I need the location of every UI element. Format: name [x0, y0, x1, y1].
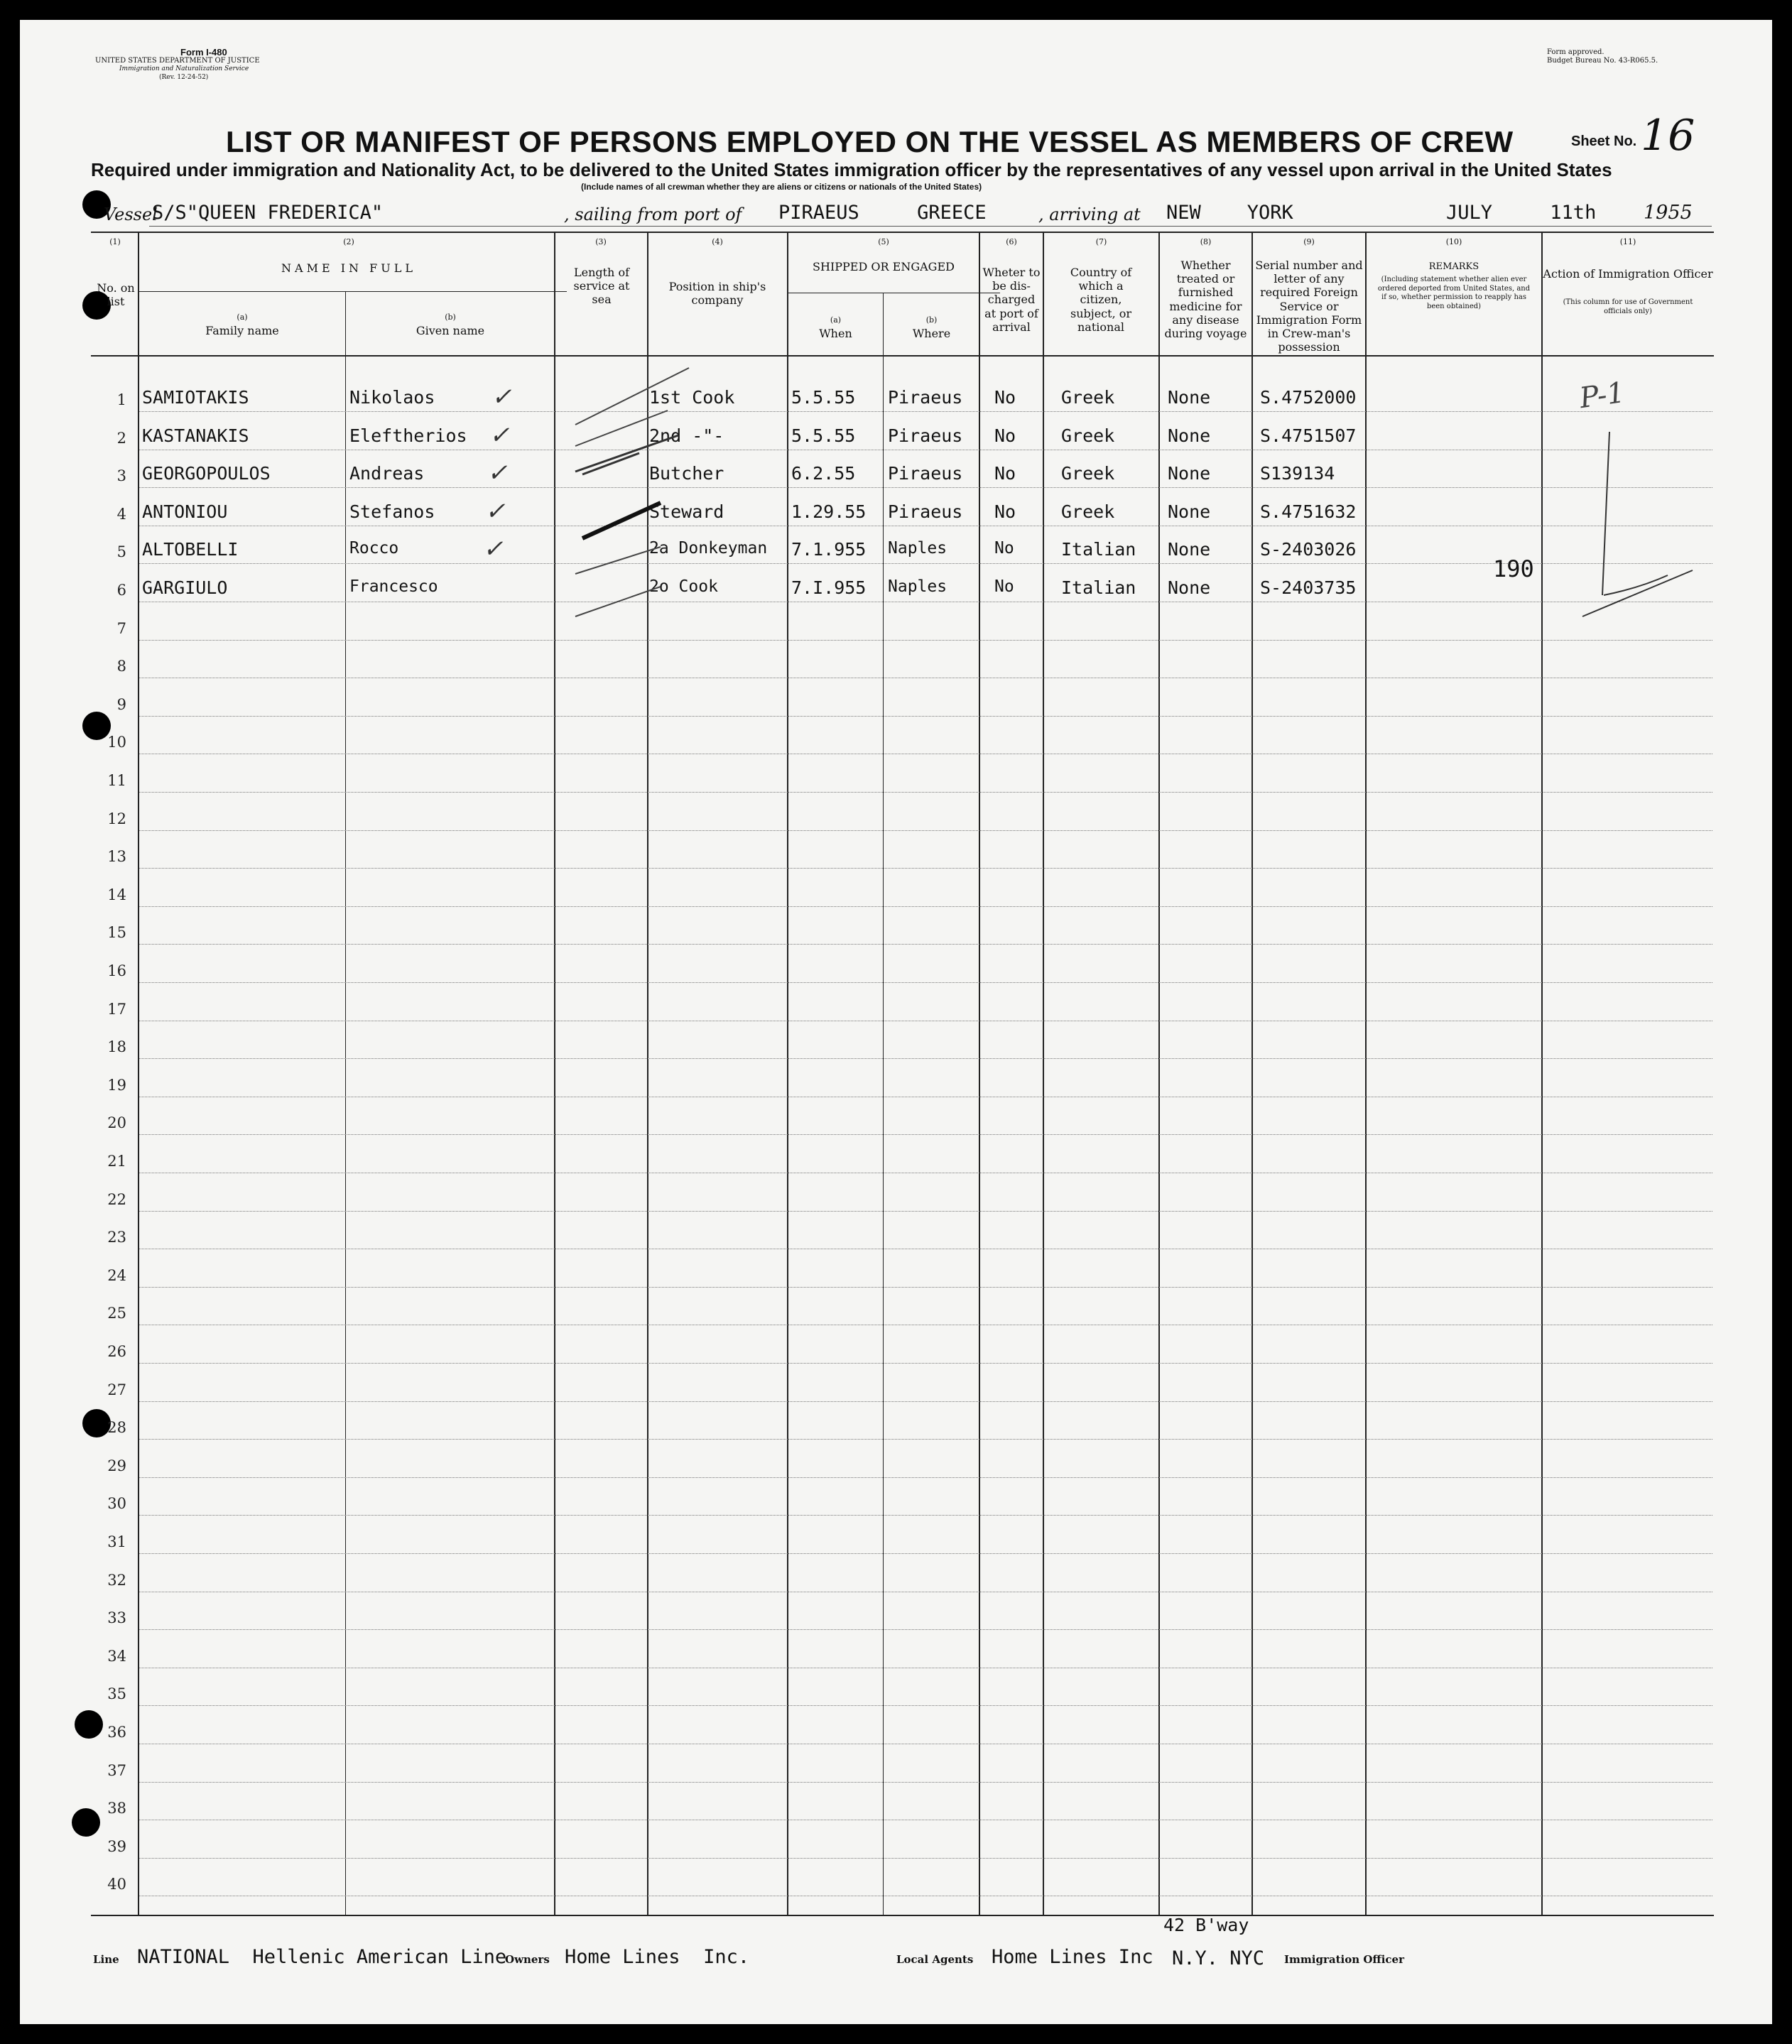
crew-family-name: ALTOBELLI	[142, 539, 239, 560]
crew-family-name: ANTONIOU	[142, 501, 228, 522]
arriving-label: , arriving at	[1038, 205, 1141, 224]
row-line	[139, 944, 1712, 945]
crew-position: 2o Cook	[649, 577, 718, 596]
row-number: 19	[107, 1076, 126, 1094]
row-line	[139, 1211, 1712, 1212]
row-number: 3	[116, 467, 126, 485]
budget-bureau: Budget Bureau No. 43-R065.5.	[1547, 57, 1658, 65]
col-1-number: (1)	[109, 237, 121, 246]
manifest-page	[20, 20, 1772, 2024]
include-note: (Include names of all crewman whether they are aliens or citizens or nationals of the United States)	[581, 182, 982, 192]
crew-shipped-when: 5.5.55	[791, 387, 856, 408]
row-number: 25	[107, 1305, 126, 1322]
line-name: NATIONAL Hellenic American Line	[137, 1946, 507, 1968]
row-number: 34	[107, 1647, 126, 1665]
row-line	[139, 1363, 1712, 1364]
col-2a-number: (a)	[237, 312, 248, 322]
col-5b-header: Where	[912, 327, 951, 340]
row-number: 37	[107, 1761, 126, 1779]
arrival-year: 1955	[1644, 202, 1693, 224]
row-number: 17	[107, 1000, 126, 1018]
col-5-number: (5)	[878, 237, 889, 246]
row-line	[139, 1705, 1712, 1706]
agents-name: Home Lines Inc	[992, 1946, 1153, 1968]
page-title: LIST OR MANIFEST OF PERSONS EMPLOYED ON THE VESSEL AS MEMBERS OF CREW	[226, 125, 1514, 158]
crew-position: 2a Donkeyman	[649, 539, 768, 558]
row-number: 7	[116, 619, 126, 637]
row-number: 27	[107, 1381, 126, 1398]
crew-shipped-where: Piraeus	[888, 425, 963, 446]
row-number: 36	[107, 1724, 126, 1741]
row-number: 8	[116, 658, 126, 675]
col-2-header: NAME IN FULL	[281, 261, 416, 275]
row-line	[139, 1629, 1712, 1630]
crew-shipped-where: Naples	[888, 577, 947, 596]
row-number: 9	[116, 695, 126, 713]
col-11-number: (11)	[1619, 237, 1636, 246]
crew-serial-number: S-2403026	[1260, 539, 1357, 560]
col-divider	[979, 233, 980, 1915]
crew-family-name: SAMIOTAKIS	[142, 387, 249, 408]
row-number: 40	[107, 1876, 126, 1893]
col-divider	[787, 233, 788, 1915]
crew-family-name: GARGIULO	[142, 577, 228, 598]
col-3-header: Length of service at sea	[573, 266, 630, 307]
crew-country: Greek	[1061, 387, 1115, 408]
agents-label: Local Agents	[896, 1953, 974, 1966]
crew-given-name: Nikolaos	[349, 387, 435, 408]
row-line	[139, 563, 1712, 564]
col-6-number: (6)	[1006, 237, 1017, 246]
col-divider	[1365, 233, 1367, 1915]
check-mark-icon: ✓	[487, 459, 508, 488]
crew-shipped-when: 7.1.955	[791, 539, 867, 560]
row-number: 30	[107, 1495, 126, 1513]
col-6-header: Wheter to be dis-charged at port of arrival	[982, 266, 1041, 334]
col-divider	[138, 233, 139, 1915]
col-10-number: (10)	[1445, 237, 1462, 246]
row-number: 24	[107, 1266, 126, 1284]
crew-country: Greek	[1061, 425, 1115, 446]
row-line	[139, 982, 1712, 983]
crew-country: Greek	[1061, 463, 1115, 484]
crew-shipped-where: Piraeus	[888, 387, 963, 408]
col-divider	[1541, 233, 1543, 1915]
row-line	[139, 411, 1712, 412]
officer-mark: P-1	[1577, 376, 1627, 415]
col-9-header: Serial number and letter of any required Foreign Service or Immigration Form in Crew-man's possession	[1255, 259, 1363, 354]
row-number: 6	[116, 582, 126, 599]
row-number: 4	[116, 505, 126, 523]
crew-family-name: GEORGOPOULOS	[142, 463, 271, 484]
owners-name: Home Lines Inc.	[565, 1946, 750, 1968]
col-10-note: (Including statement whether alien ever ordered deported from United States, and if so, whether permission to reapply has been obtained)	[1377, 276, 1531, 310]
col-11-note: (This column for use of Government officials only)	[1563, 298, 1693, 315]
check-mark-icon: ✓	[492, 383, 512, 411]
col-3-number: (3)	[595, 237, 607, 246]
crew-shipped-when: 6.2.55	[791, 463, 856, 484]
agents-address-2: N.Y. NYC	[1172, 1947, 1265, 1969]
row-number: 22	[107, 1190, 126, 1208]
row-line	[139, 487, 1712, 488]
remarks-mark: 190	[1493, 555, 1534, 582]
agents-address-1: 42 B'way	[1163, 1915, 1249, 1935]
col-divider	[345, 292, 346, 1915]
row-line	[139, 1058, 1712, 1059]
crew-medicine: None	[1168, 539, 1211, 560]
col-2-number: (2)	[343, 237, 354, 246]
col-divider	[1251, 233, 1253, 1915]
crew-serial-number: S-2403735	[1260, 577, 1357, 598]
col-4-header: Position in ship's company	[668, 280, 766, 308]
crew-position: 1st Cook	[649, 387, 735, 408]
crew-discharged: No	[994, 577, 1014, 596]
row-line	[139, 1134, 1712, 1135]
crew-given-name: Francesco	[349, 577, 438, 596]
row-number: 38	[107, 1800, 126, 1817]
col-2b-number: (b)	[445, 312, 456, 322]
row-line	[139, 716, 1712, 717]
row-line	[139, 640, 1712, 641]
header-bottom-line	[91, 355, 1714, 357]
form-revision: (Rev. 12-24-52)	[159, 74, 209, 81]
col-4-number: (4)	[712, 237, 723, 246]
header-top-line	[91, 232, 1714, 233]
col-divider	[1043, 233, 1044, 1915]
punch-hole	[72, 1808, 100, 1837]
crew-medicine: None	[1168, 501, 1211, 522]
crew-country: Italian	[1061, 577, 1136, 598]
row-number: 13	[107, 848, 126, 866]
col-2a-header: Family name	[205, 324, 279, 337]
crew-shipped-where: Piraeus	[888, 501, 963, 522]
crew-serial-number: S139134	[1260, 463, 1335, 484]
row-line	[139, 1477, 1712, 1478]
subtitle: Required under immigration and Nationality Act, to be delivered to the United States immigration officer by the representatives of any vessel upon arrival in the United States	[91, 159, 1612, 180]
row-number: 26	[107, 1343, 126, 1360]
owners-label: Owners	[505, 1953, 550, 1966]
row-line	[139, 906, 1712, 907]
row-number: 39	[107, 1837, 126, 1855]
col-5a-number: (a)	[830, 315, 842, 325]
crew-shipped-where: Naples	[888, 539, 947, 558]
crew-discharged: No	[994, 463, 1016, 484]
row-number: 31	[107, 1533, 126, 1550]
crew-serial-number: S.4751507	[1260, 425, 1357, 446]
row-line	[139, 1553, 1712, 1554]
col-7-header: Country of which a citizen, subject, or national	[1070, 266, 1132, 334]
col-8-number: (8)	[1200, 237, 1212, 246]
crew-medicine: None	[1168, 577, 1211, 598]
row-line	[139, 1401, 1712, 1402]
row-number: 33	[107, 1609, 126, 1627]
col-5b-number: (b)	[925, 315, 938, 325]
department: UNITED STATES DEPARTMENT OF JUSTICE	[95, 57, 260, 65]
crew-given-name: Stefanos	[349, 501, 435, 522]
row-line	[139, 868, 1712, 869]
sailing-label: , sailing from port of	[564, 205, 742, 224]
row-line	[139, 792, 1712, 793]
row-number: 15	[107, 924, 126, 942]
crew-shipped-when: 7.I.955	[791, 577, 867, 598]
form-number: Form I-480	[180, 47, 227, 58]
sheet-label: Sheet No.	[1571, 134, 1637, 149]
vessel-underline	[149, 226, 1712, 227]
row-line	[139, 1782, 1712, 1783]
crew-discharged: No	[994, 501, 1016, 522]
crew-serial-number: S.4751632	[1260, 501, 1357, 522]
crew-medicine: None	[1168, 425, 1211, 446]
row-line	[139, 1515, 1712, 1516]
row-number: 20	[107, 1114, 126, 1132]
form-approved: Form approved.	[1547, 48, 1604, 56]
crew-country: Greek	[1061, 501, 1115, 522]
col-5-header: SHIPPED OR ENGAGED	[813, 260, 955, 273]
departure-port: PIRAEUS GREECE	[778, 202, 987, 224]
officer-label: Immigration Officer	[1284, 1953, 1404, 1966]
vessel-label: Vessel	[104, 205, 158, 224]
row-number: 23	[107, 1229, 126, 1246]
crew-country: Italian	[1061, 539, 1136, 560]
crew-medicine: None	[1168, 387, 1211, 408]
crew-given-name: Rocco	[349, 539, 399, 558]
col-11-header: Action of Immigration Officer	[1543, 267, 1713, 281]
officer-bracket	[1561, 418, 1717, 631]
service-name: Immigration and Naturalization Service	[119, 65, 249, 72]
crew-family-name: KASTANAKIS	[142, 425, 249, 446]
crew-given-name: Eleftherios	[349, 425, 467, 446]
row-number: 18	[107, 1038, 126, 1056]
check-mark-icon: ✓	[485, 496, 506, 526]
row-number: 14	[107, 886, 126, 903]
header-subline-name	[138, 291, 567, 292]
crew-shipped-when: 1.29.55	[791, 501, 867, 522]
check-mark-icon: ✓	[489, 420, 510, 450]
row-number: 28	[107, 1419, 126, 1437]
col-9-number: (9)	[1303, 237, 1315, 246]
col-divider	[883, 293, 884, 1915]
col-5a-header: When	[819, 327, 852, 340]
row-number: 5	[116, 543, 126, 561]
crew-discharged: No	[994, 425, 1016, 446]
row-number: 16	[107, 962, 126, 979]
col-7-number: (7)	[1095, 237, 1107, 246]
crew-position: Steward	[649, 501, 724, 522]
row-number: 10	[107, 734, 126, 751]
row-number: 32	[107, 1571, 126, 1589]
check-mark-icon: ✓	[483, 535, 504, 564]
col-divider	[1158, 233, 1160, 1915]
crew-position: Butcher	[649, 463, 724, 484]
crew-serial-number: S.4752000	[1260, 387, 1357, 408]
crew-shipped-where: Piraeus	[888, 463, 963, 484]
crew-shipped-when: 5.5.55	[791, 425, 856, 446]
row-line	[139, 830, 1712, 831]
sheet-number: 16	[1641, 111, 1695, 161]
row-number: 2	[116, 429, 126, 447]
row-line	[139, 1439, 1712, 1440]
row-number: 29	[107, 1457, 126, 1474]
col-10-header: REMARKS	[1428, 261, 1479, 272]
col-1-header: No. on list	[97, 281, 135, 309]
arrival-port: NEW YORK	[1166, 202, 1293, 224]
crew-discharged: No	[994, 387, 1016, 408]
col-2b-header: Given name	[416, 324, 485, 337]
service-strokes	[554, 361, 696, 631]
row-number: 35	[107, 1685, 126, 1703]
row-line	[139, 1858, 1712, 1859]
col-8-header: Whether treated or furnished medicine for any disease during voyage	[1164, 259, 1247, 340]
row-number: 21	[107, 1153, 126, 1170]
arrival-date: JULY 11th	[1446, 202, 1597, 224]
line-label: Line	[93, 1953, 119, 1966]
row-number: 1	[116, 391, 126, 408]
crew-discharged: No	[994, 539, 1014, 558]
vessel-name: S/S"QUEEN FREDERICA"	[152, 202, 384, 224]
table-bottom-line	[91, 1915, 1714, 1916]
crew-given-name: Andreas	[349, 463, 425, 484]
row-number: 12	[107, 810, 126, 827]
row-line	[139, 1287, 1712, 1288]
crew-medicine: None	[1168, 463, 1211, 484]
crew-position: 2nd -"-	[649, 425, 724, 446]
row-number: 11	[107, 772, 126, 789]
